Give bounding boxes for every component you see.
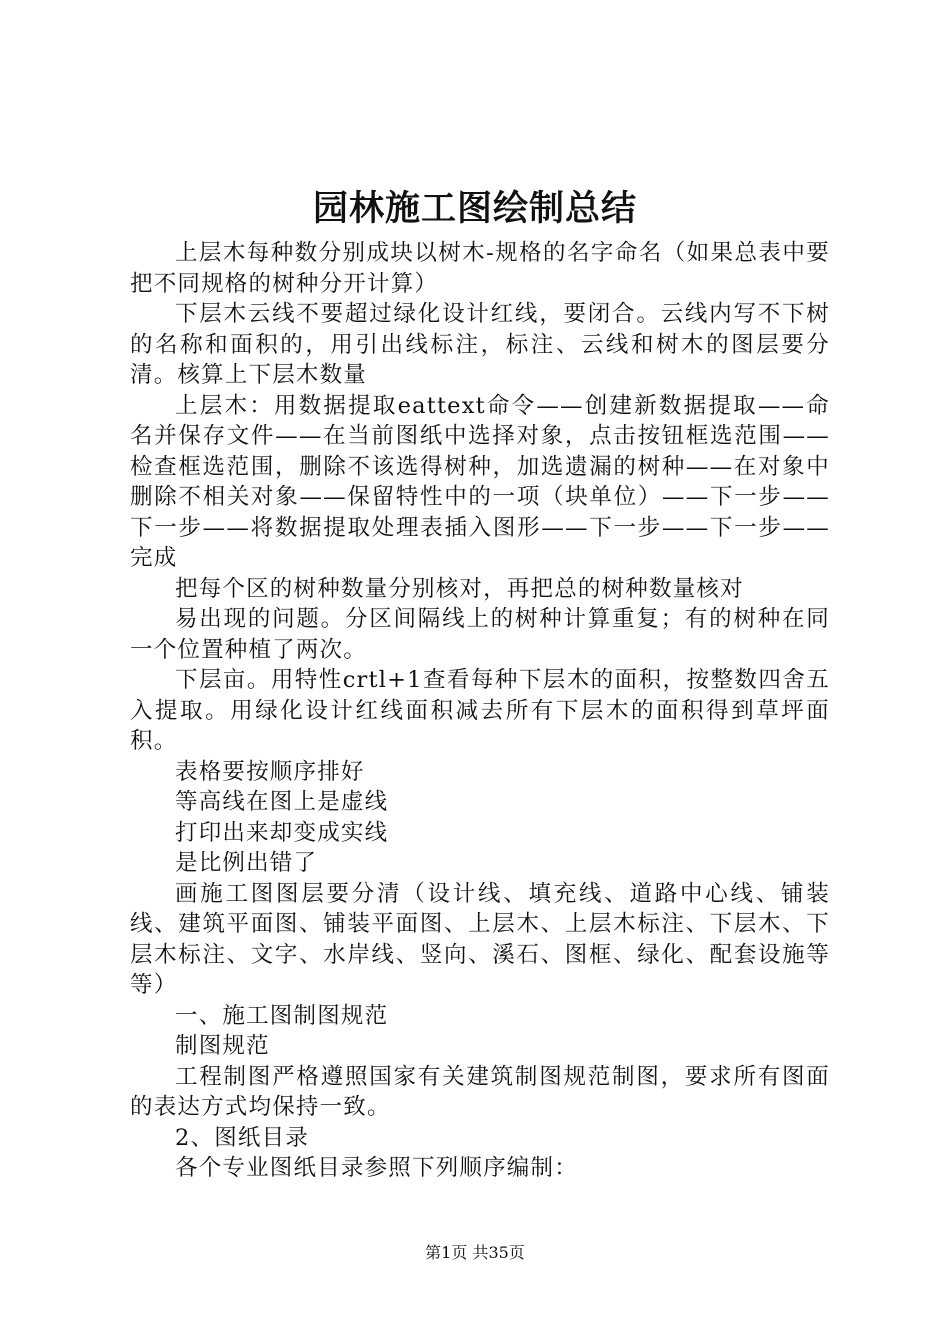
paragraph: 制图规范 [175, 1033, 270, 1059]
paragraph: 下层亩。用特性crtl+1查看每种下层木的面积，按整数四舍五入提取。用绿化设计红线面积减去所有下层木的面积得到草坪面积。 [130, 667, 830, 754]
section-heading: 一、施工图制图规范 [175, 1002, 389, 1029]
paragraph: 打印出来却变成实线 [175, 819, 389, 846]
paragraph: 上层木每种数分别成块以树木-规格的名字命名（如果总表中要把不同规格的树种分开计算） [130, 240, 830, 297]
paragraph: 等高线在图上是虚线 [175, 789, 389, 815]
paragraph: 表格要按顺序排好 [175, 758, 365, 785]
paragraph: 把每个区的树种数量分别核对，再把总的树种数量核对 [175, 575, 744, 602]
paragraph: 各个专业图纸目录参照下列顺序编制： [175, 1155, 578, 1181]
document-body [130, 238, 830, 1184]
paragraph: 是比例出错了 [175, 850, 318, 876]
page-title: 园林施工图绘制总结 [312, 189, 637, 229]
paragraph: 上层木：用数据提取eattext命令——创建新数据提取——命名并保存文件——在当前图纸中选择对象，点击按钮框选范围——检查框选范围，删除不该选得树种，加选遗漏的树种——在对象中删除不相关对象——保留特性中的一项（块单位）——下一步——下一步——将数据提取处理表插入图形——下一步——下一步——完成 [130, 392, 830, 571]
section-heading: 2、图纸目录 [175, 1124, 310, 1151]
page-footer: 第1页 共35页 [425, 1243, 525, 1262]
paragraph: 易出现的问题。分区间隔线上的树种计算重复；有的树种在同一个位置种植了两次。 [130, 606, 830, 663]
paragraph: 下层木云线不要超过绿化设计红线，要闭合。云线内写不下树的名称和面积的，用引出线标注，标注、云线和树木的图层要分清。核算上下层木数量 [130, 301, 830, 388]
paragraph: 画施工图图层要分清（设计线、填充线、道路中心线、铺装线、建筑平面图、铺装平面图、上层木、上层木标注、下层木、下层木标注、文字、水岸线、竖向、溪石、图框、绿化、配套设施等等） [130, 880, 830, 998]
paragraph: 工程制图严格遵照国家有关建筑制图规范制图，要求所有图面的表达方式均保持一致。 [130, 1063, 830, 1120]
